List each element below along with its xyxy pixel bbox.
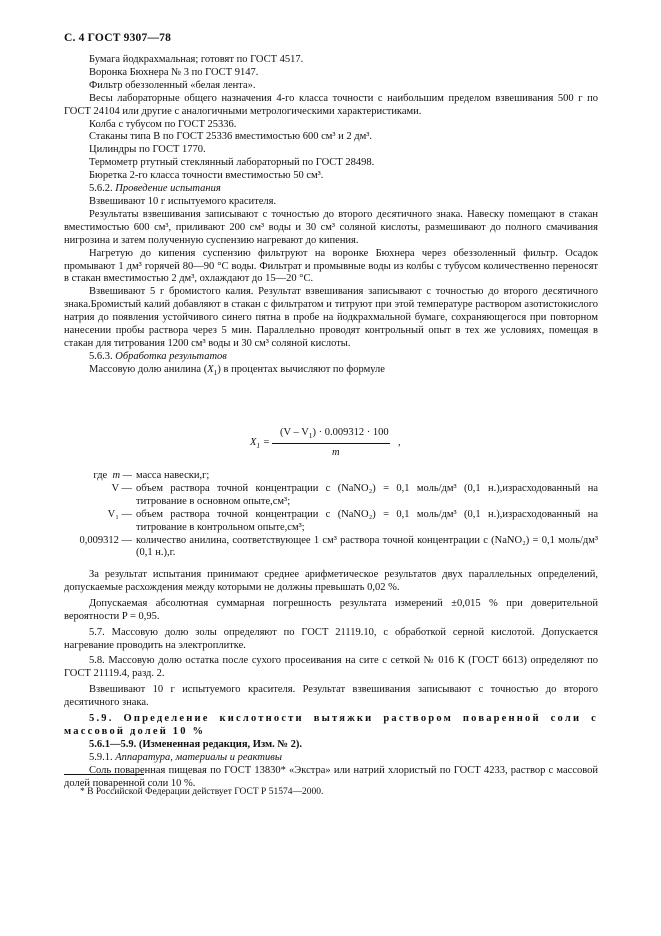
paragraph: 5.8. Массовую долю остатка после сухого просеивания на сите с сеткой № 016 К (ГОСТ 6613) определяют по ГОСТ 21119.4, разд. 2. [64,655,598,680]
page-header: С. 4 ГОСТ 9307—78 [64,32,172,44]
where-key: 0,009312 — [79,534,132,546]
paragraph: Взвешивают 10 г испытуемого красителя. Результат взвешивания записывают с точностью до второго десятичного знака. [64,684,598,709]
formula-comma: , [398,437,401,448]
paragraph: Весы лабораторные общего назначения 4-го класса точности с наибольшим пределом взвешивания 500 г по ГОСТ 24104 или другие с аналогичными метрологическими характеристиками. [64,92,598,117]
formula-lhs: $X_1$ = [250,437,270,451]
formula-numerator: $(V - V_1) \cdot 0.009312 \cdot 100$ [280,427,389,441]
paragraph: Колба с тубусом по ГОСТ 25336. [89,118,237,130]
where-row-constant [64,535,598,561]
aniline-formula [250,424,420,464]
paragraph: За результат испытания принимают среднее арифметическое результатов двух параллельных определений, допускаемые расхождения между которыми не должны превышать 0,02 %. [64,569,598,593]
where-key: V — [111,482,132,494]
where-row-m [64,470,598,483]
paragraph: Бюретка 2-го класса точности вместимостью 50 см³. [89,170,324,182]
fraction-bar [272,443,390,444]
section-heading-5-6-3 [64,351,598,364]
paragraph: Допускаемая абсолютная суммарная погрешность результата измерений ±0,015 % при доверительной вероятности P = 0,95. [64,597,598,622]
paragraph: Результаты взвешивания записывают с точностью до второго десятичного знака. Навеску помещают в стакан вместимостью 600 см³, приливают 200 см³ воды и 30 см³ соляной кислоты, размешивают до полного смачивания нигрозина и затем полученную суспензию нагревают до кипения. [64,208,598,246]
paragraph: Цилиндры по ГОСТ 1770. [89,144,206,156]
where-key: где m — [93,470,132,481]
amendment-note: 5.6.1—5.9. (Измененная редакция, Изм. № 2). [89,738,302,750]
section-number: 5.6.2. [89,183,113,195]
paragraph: Бумага йодкрахмальная; готовят по ГОСТ 4517. [89,54,304,65]
where-key: V₁ — [107,508,132,520]
section-heading-5-9: 5.9. Определение кислотности вытяжки раствором поваренной соли с массовой долей 10 % [64,713,598,737]
where-value: масса навески,г; [136,470,210,481]
paragraph: Взвешивают 10 г испытуемого красителя. [89,195,277,207]
paragraph: 5.7. Массовую долю золы определяют по ГОСТ 21119.10, с обработкой серной кислотой. Допускается нагревание проводить на электроплитке. [64,626,598,651]
section-title: Проведение испытания [115,183,221,195]
formula-intro: Массовую долю анилина $(X_1)$ в процентах вычисляют по формуле [89,363,385,377]
section-title: Обработка результатов [115,350,227,362]
footnote-divider [64,774,144,775]
section-heading-5-9-1 [64,752,598,765]
paragraph: Термометр ртутный стеклянный лабораторный по ГОСТ 28498. [89,157,375,169]
section-number: 5.9.1. [89,751,113,763]
where-row-v1 [64,509,598,535]
formula-denominator: m [332,447,340,458]
body-text [64,54,598,377]
closing-text [64,569,598,791]
paragraph: Стаканы типа В по ГОСТ 25336 вместимостью 600 см³ и 2 дм³. [89,131,373,143]
where-row-v [64,483,598,509]
where-value: объем раствора точной концентрации с (NaNO₂) = 0,1 моль/дм³ (0,1 н.),израсходованный на титрование в контрольном опыте,см³; [136,508,598,533]
section-number: 5.6.3. [89,350,113,362]
footnote: * В Российской Федерации действует ГОСТ Р 51574—2000. [80,787,324,797]
paragraph: Соль поваренная пищевая по ГОСТ 13830* «Экстра» или натрий хлористый по ГОСТ 4233, раствор с массовой долей поваренной соли 10 %. [64,764,598,789]
where-list [64,470,598,560]
paragraph: Взвешивают 5 г бромистого калия. Результат взвешивания записывают с точностью до второго десятичного знака.Бромистый калий добавляют в стакан с фильтратом и титруют при этой температуре раствором азотистокислого натрия до появления устойчивого синего пятна в пробе на йодкрахмальной бумаге, сохраняющегося при повторном нанесении пробы раствора через 5 мин. Параллельно проводят контрольный опыт в тех же условиях, помещая в стакан для титрования 1200 см³ воды и 30 см³ соляной кислоты. [64,286,598,349]
paragraph: Нагретую до кипения суспензию фильтруют на воронке Бюхнера через обеззоленный фильтр. Осадок промывают 1 дм³ горячей 80—90 °С воды. Фильтрат и промывные воды из колбы с тубусом количественно переносят в стакан вместимостью 2 дм³, охлаждают до 15—20 °С. [64,247,598,285]
paragraph: Воронка Бюхнера № 3 по ГОСТ 9147. [89,66,259,78]
where-value: объем раствора точной концентрации с (NaNO₂) = 0,1 моль/дм³ (0,1 н.),израсходованный на титрование в основном опыте,см³; [136,482,598,507]
where-value: количество анилина, соответствующее 1 см³ раствора точной концентрации с (NaNO₂) = 0,1 моль/дм³ (0,1 н.),г. [136,534,598,559]
section-heading-5-6-2 [64,183,598,196]
section-title: Аппаратура, материалы и реактивы [115,751,282,763]
paragraph: Фильтр обеззоленный «белая лента». [89,79,256,91]
